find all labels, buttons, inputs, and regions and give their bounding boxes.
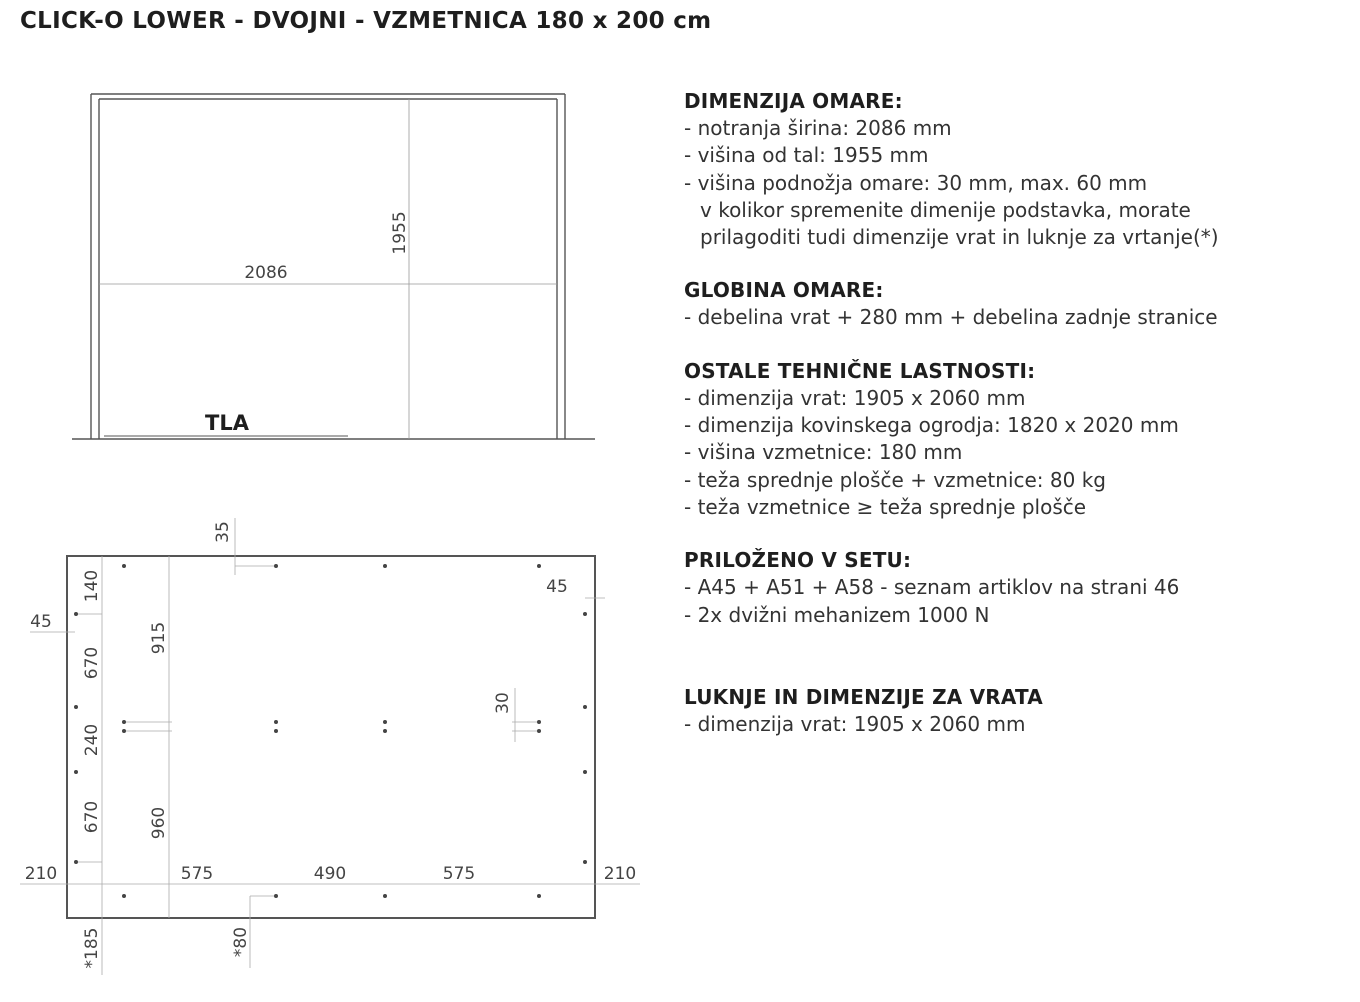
floor-label: TLA bbox=[205, 411, 249, 435]
dim-30-label: 30 bbox=[493, 692, 513, 714]
dim-35-label: 35 bbox=[213, 521, 233, 543]
front-view-drawing bbox=[72, 94, 595, 439]
spec-line: - 2x dvižni mehanizem 1000 N bbox=[684, 602, 990, 627]
spec-line: - teža vzmetnice ≥ teža sprednje plošče bbox=[684, 494, 1087, 519]
included-set-section bbox=[684, 547, 1344, 629]
cabinet-depth-section bbox=[684, 277, 1344, 331]
dim-915-label: 915 bbox=[149, 621, 169, 655]
spec-line: - dimenzija vrat: 1905 x 2060 mm bbox=[684, 385, 1026, 410]
door-holes-section bbox=[684, 684, 1344, 738]
dim-960-label: 960 bbox=[149, 806, 169, 840]
dim-670-upper-label: 670 bbox=[82, 646, 102, 680]
dim-45-left-label: 45 bbox=[30, 612, 52, 632]
dim-240-label: 240 bbox=[82, 723, 102, 757]
specifications-panel bbox=[684, 88, 1344, 764]
dim-210-left-label: 210 bbox=[24, 864, 58, 884]
dim-670-lower-label: 670 bbox=[82, 800, 102, 834]
cabinet-dimensions-section bbox=[684, 88, 1344, 251]
spec-line: - dimenzija kovinskega ogrodja: 1820 x 2020 mm bbox=[684, 413, 1179, 438]
section-heading: OSTALE TEHNIČNE LASTNOSTI: bbox=[684, 358, 1036, 383]
spec-line: v kolikor spremenite dimenije podstavka, morate bbox=[700, 197, 1191, 222]
section-heading: GLOBINA OMARE: bbox=[684, 278, 884, 303]
spec-line: - A45 + A51 + A58 - seznam artiklov na strani 46 bbox=[684, 575, 1180, 600]
page-title: CLICK-O LOWER - DVOJNI - VZMETNICA 180 x 200 cm bbox=[20, 8, 712, 34]
dim-210-right-label: 210 bbox=[603, 864, 637, 884]
dim-45-right-label: 45 bbox=[546, 577, 568, 597]
spec-line: - notranja širina: 2086 mm bbox=[684, 116, 952, 140]
spec-line: - višina podnožja omare: 30 mm, max. 60 mm bbox=[684, 170, 1148, 195]
section-heading: PRILOŽENO V SETU: bbox=[684, 548, 912, 573]
spec-line: prilagoditi tudi dimenzije vrat in luknje za vrtanje(*) bbox=[700, 225, 1219, 250]
spec-line: - višina od tal: 1955 mm bbox=[684, 143, 929, 168]
spec-line: - višina vzmetnice: 180 mm bbox=[684, 440, 963, 465]
technical-properties-section bbox=[684, 358, 1344, 521]
dim-575-right-label: 575 bbox=[442, 864, 476, 884]
dim-140-label: 140 bbox=[82, 569, 102, 603]
spec-line: - debelina vrat + 280 mm + debelina zadnje stranice bbox=[684, 305, 1218, 330]
dim-80-label: *80 bbox=[231, 926, 251, 958]
dim-575-left-label: 575 bbox=[180, 864, 214, 884]
spec-line: - dimenzija vrat: 1905 x 2060 mm bbox=[684, 711, 1026, 736]
dim-490-label: 490 bbox=[313, 864, 347, 884]
width-dimension-label: 2086 bbox=[244, 263, 288, 283]
dim-185-label: *185 bbox=[82, 927, 102, 969]
section-heading: LUKNJE IN DIMENZIJE ZA VRATA bbox=[684, 684, 1043, 709]
section-heading: DIMENZIJA OMARE: bbox=[684, 89, 903, 113]
spec-line: - teža sprednje plošče + vzmetnice: 80 kg bbox=[684, 467, 1106, 492]
height-dimension-label: 1955 bbox=[390, 211, 410, 255]
